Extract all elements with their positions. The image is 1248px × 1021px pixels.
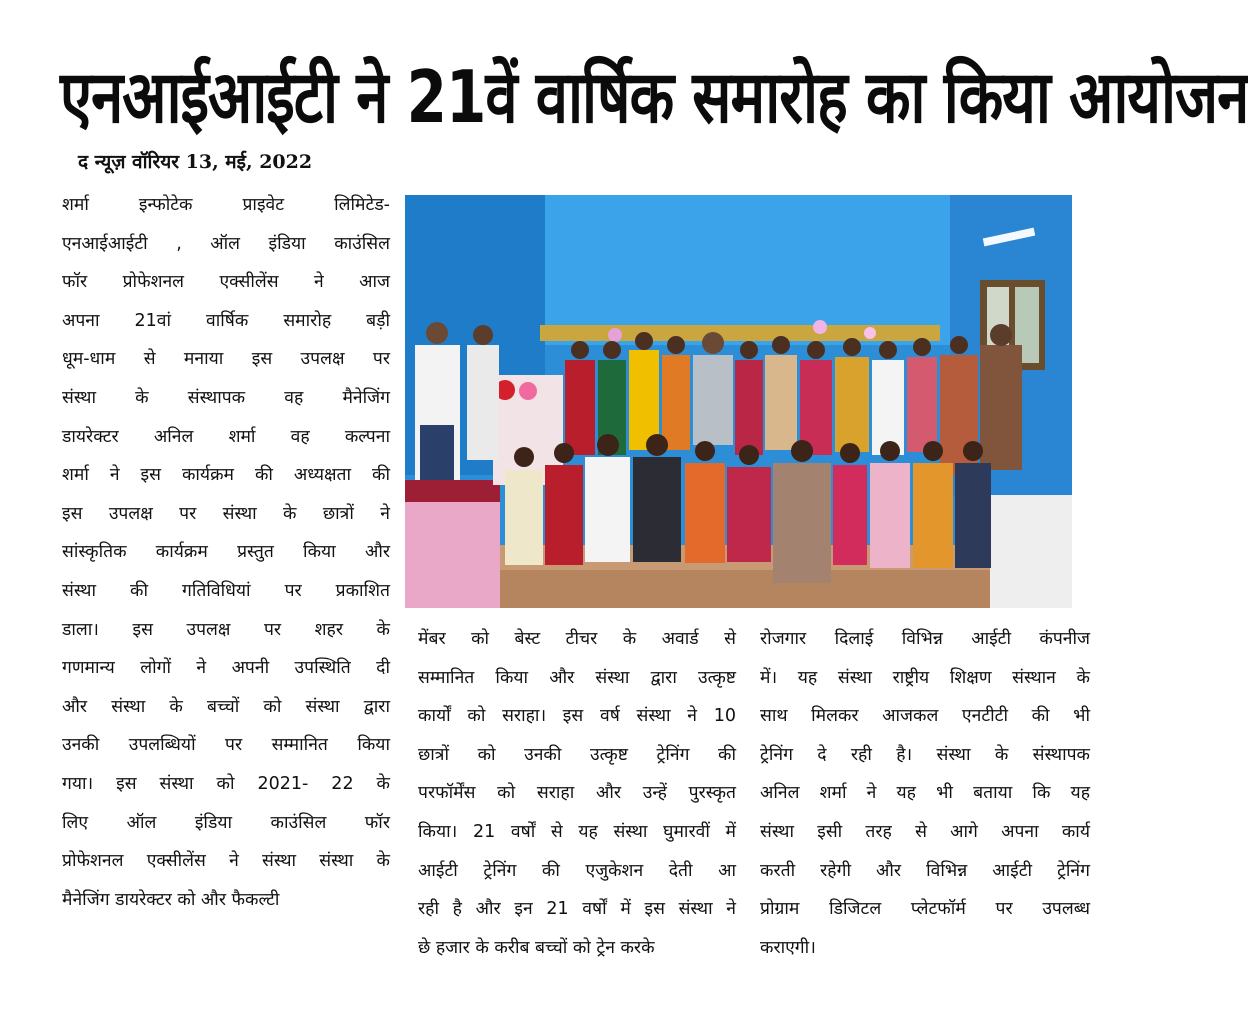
- headline: एनआईआईटी ने 21वें वार्षिक समारोह का किया आयोजन: [60, 54, 1248, 140]
- article-column-2: [418, 620, 736, 967]
- article-line-text: फॉर प्रोफेशनल एक्सीलेंस ने आज: [62, 272, 390, 293]
- article-line-text: लिए ऑल इंडिया काउंसिल फॉर: [62, 812, 390, 833]
- article-line: [62, 572, 390, 611]
- article-line: [62, 765, 390, 804]
- article-line: [62, 263, 390, 302]
- article-line-text: रोजगार दिलाई विभिन्न आईटी कंपनीज: [760, 629, 1090, 649]
- article-line: [418, 620, 736, 659]
- article-line-text: मैनेजिंग डायरेक्टर को और फैकल्टी: [62, 889, 280, 910]
- article-line: [62, 688, 390, 727]
- article-line-text: और संस्था के बच्चों को संस्था द्वारा: [62, 696, 390, 717]
- article-line-text: इस उपलक्ष पर संस्था के छात्रों ने: [62, 503, 390, 524]
- article-line-text: ट्रेनिंग दे रही है। संस्था के संस्थापक: [760, 744, 1090, 765]
- article-line-text: साथ मिलकर आजकल एनटीटी की भी: [760, 706, 1090, 727]
- article-line-text: एनआईआईटी , ऑल इंडिया काउंसिल: [62, 233, 390, 254]
- article-line-text: प्रोग्राम डिजिटल प्लेटफॉर्म पर उपलब्ध: [760, 899, 1090, 920]
- byline: द न्यूज़ वॉरियर 13, मई, 2022: [78, 151, 313, 173]
- article-line: [62, 302, 390, 341]
- article-line: [760, 697, 1090, 736]
- article-line-text: उनकी उपलब्धियों पर सम्मानित किया: [62, 735, 390, 756]
- article-line: [62, 881, 390, 920]
- article-line-text: अनिल शर्मा ने यह भी बताया कि यह: [760, 783, 1090, 804]
- article-line: [62, 379, 390, 418]
- article-line: [760, 929, 1090, 968]
- article-line: [62, 804, 390, 843]
- article-line: [760, 659, 1090, 698]
- article-line: [62, 340, 390, 379]
- article-line: [418, 736, 736, 775]
- article-line: [62, 225, 390, 264]
- group-photo: [405, 195, 1072, 608]
- article-line: [418, 813, 736, 852]
- article-line: [418, 890, 736, 929]
- article-line-text: गया। इस संस्था को 2021- 22 के: [62, 773, 390, 794]
- article-line: [418, 659, 736, 698]
- article-line-text: छात्रों को उनकी उत्कृष्ट ट्रेनिंग की: [418, 744, 736, 765]
- article-line: [62, 842, 390, 881]
- article-line: [62, 726, 390, 765]
- article-line: [760, 813, 1090, 852]
- article-line-text: डाला। इस उपलक्ष पर शहर के: [62, 619, 390, 640]
- article-line-text: संस्था के संस्थापक वह मैनेजिंग: [62, 387, 390, 408]
- article-line-text: संस्था इसी तरह से आगे अपना कार्य: [760, 821, 1090, 842]
- article-line-text: परफॉर्मेंस को सराहा और उन्हें पुरस्कृत: [418, 783, 736, 804]
- article-line: [62, 186, 390, 225]
- article-line-text: किया। 21 वर्षों से यह संस्था घुमारवीं में: [418, 821, 736, 842]
- article-line: [418, 929, 736, 968]
- group-photo-illustration: [405, 195, 1072, 608]
- article-line: [62, 533, 390, 572]
- article-line: [760, 736, 1090, 775]
- article-line-text: सम्मानित किया और संस्था द्वारा उत्कृष्ट: [418, 667, 736, 688]
- article-line: [760, 620, 1090, 659]
- article-line: [62, 649, 390, 688]
- article-line-text: मेंबर को बेस्ट टीचर के अवार्ड से: [418, 629, 736, 649]
- article-line-text: अपना 21वां वार्षिक समारोह बड़ी: [62, 310, 390, 331]
- article-line: [62, 418, 390, 457]
- article-column-1: [62, 186, 390, 919]
- article-line: [418, 774, 736, 813]
- article-line-text: कराएगी।: [760, 937, 816, 958]
- article-line-text: शर्मा इन्फोटेक प्राइवेट लिमिटेड-: [62, 195, 390, 215]
- article-line-text: गणमान्य लोगों ने अपनी उपस्थिति दी: [62, 658, 390, 679]
- article-line-text: सांस्कृतिक कार्यक्रम प्रस्तुत किया और: [62, 542, 390, 563]
- article-line-text: कार्यों को सराहा। इस वर्ष संस्था ने 10: [418, 706, 736, 727]
- article-line-text: छे हजार के करीब बच्चों को ट्रेन करके: [418, 937, 655, 958]
- article-line-text: करती रहेगी और विभिन्न आईटी ट्रेनिंग: [760, 860, 1090, 881]
- article-line: [760, 852, 1090, 891]
- article-line-text: में। यह संस्था राष्ट्रीय शिक्षण संस्थान के: [760, 667, 1090, 688]
- article-line: [760, 890, 1090, 929]
- article-column-3: [760, 620, 1090, 967]
- article-line: [62, 495, 390, 534]
- article-line: [62, 456, 390, 495]
- article-line: [418, 697, 736, 736]
- article-line-text: प्रोफेशनल एक्सीलेंस ने संस्था संस्था के: [62, 851, 390, 872]
- article-line-text: आईटी ट्रेनिंग की एजुकेशन देती आ: [418, 860, 736, 881]
- article-line-text: संस्था की गतिविधियां पर प्रकाशित: [62, 580, 390, 601]
- article-line: [418, 852, 736, 891]
- article-line-text: धूम-धाम से मनाया इस उपलक्ष पर: [62, 349, 390, 370]
- article-line-text: शर्मा ने इस कार्यक्रम की अध्यक्षता की: [62, 465, 390, 486]
- article-line: [760, 774, 1090, 813]
- article-line-text: रही है और इन 21 वर्षों में इस संस्था ने: [418, 899, 736, 920]
- article-line: [62, 611, 390, 650]
- article-line-text: डायरेक्टर अनिल शर्मा वह कल्पना: [62, 426, 390, 447]
